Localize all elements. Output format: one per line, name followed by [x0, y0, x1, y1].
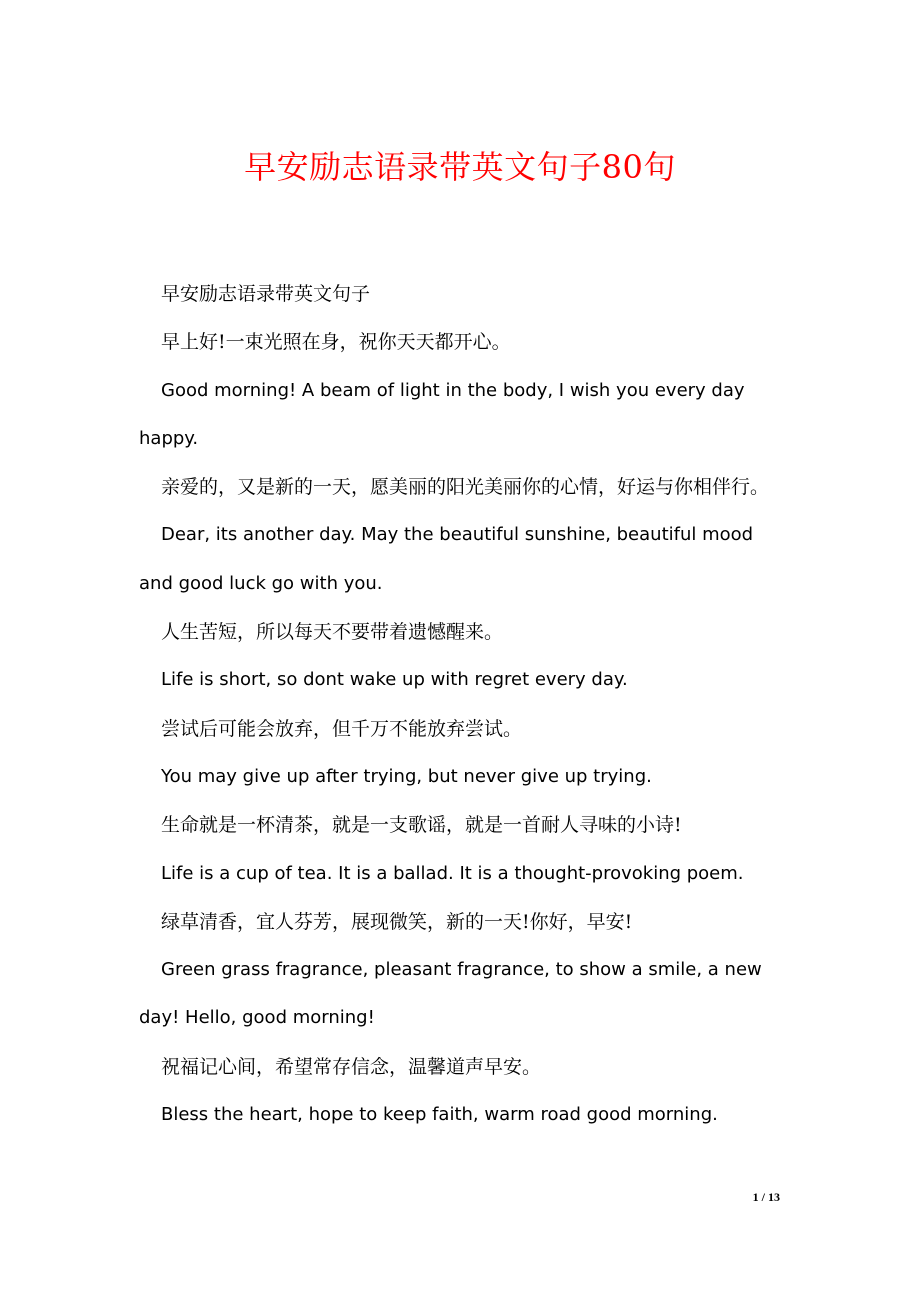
paragraph: 尝试后可能会放弃，但千万不能放弃尝试。	[161, 717, 523, 740]
document-body	[139, 270, 783, 1139]
paragraph: Dear, its another day. May the beautiful sunshine, beautiful mood and good luck go with you.	[139, 524, 754, 594]
paragraph: 绿草清香，宜人芬芳，展现微笑，新的一天!你好，早安!	[161, 910, 633, 933]
paragraph: 亲爱的，又是新的一天，愿美丽的阳光美丽你的心情，好运与你相伴行。	[161, 476, 770, 499]
paragraph-subheading: 早安励志语录带英文句子	[161, 283, 371, 305]
paragraph: Bless the heart, hope to keep faith, warm road good morning.	[161, 1104, 718, 1126]
paragraph: You may give up after trying, but never give up trying.	[161, 765, 652, 787]
paragraph: Good morning! A beam of light in the body, I wish you every day happy.	[139, 379, 745, 449]
paragraph: 祝福记心间，希望常存信念，温馨道声早安。	[161, 1055, 542, 1078]
page-number: 1 / 13	[752, 1190, 780, 1204]
paragraph: Life is short, so dont wake up with regret every day.	[161, 669, 628, 691]
paragraph: 早上好!一束光照在身，祝你天天都开心。	[161, 331, 511, 354]
document-title: 早安励志语录带英文句子80句	[244, 148, 676, 186]
paragraph: Green grass fragrance, pleasant fragrance, to show a smile, a new day! Hello, good morning!	[139, 959, 762, 1029]
paragraph: 生命就是一杯清茶，就是一支歌谣，就是一首耐人寻味的小诗!	[161, 814, 682, 837]
paragraph: Life is a cup of tea. It is a ballad. It is a thought-provoking poem.	[161, 862, 744, 884]
paragraph: 人生苦短，所以每天不要带着遗憾醒来。	[161, 621, 504, 644]
